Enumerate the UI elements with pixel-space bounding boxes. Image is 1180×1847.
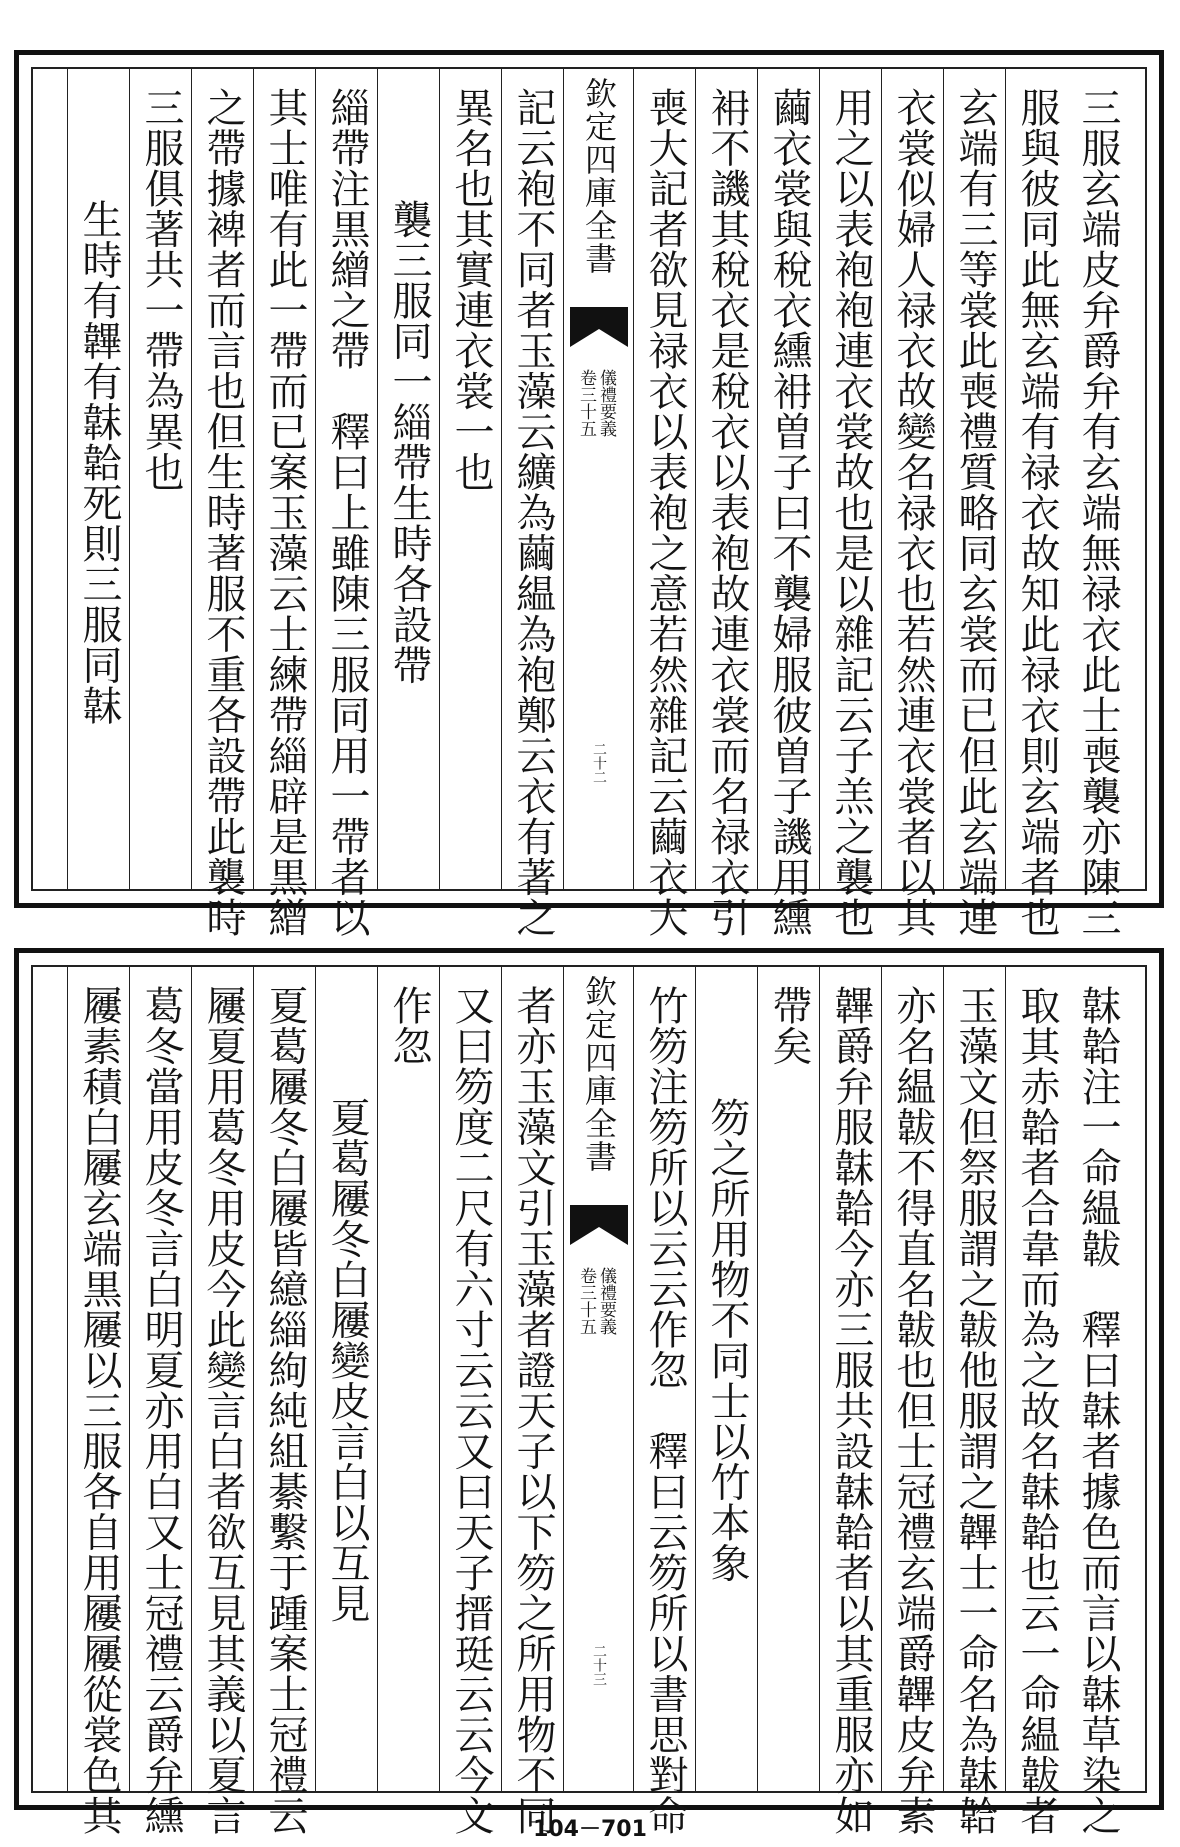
- column-text: 屨素積白屨玄端黒屨以三服各自用屨屨從裳色其: [76, 985, 122, 1836]
- column-text: 異名也其實連衣裳一也: [448, 87, 494, 492]
- text-column: [253, 967, 316, 1836]
- text-column: [819, 69, 882, 938]
- volume-label: 卷三十五: [576, 1267, 596, 1335]
- text-column: [1005, 69, 1068, 938]
- column-text: 衻不譏其稅衣是稅衣以表袍故連衣裳而名禄衣引: [704, 87, 750, 938]
- page-number: 104－701: [533, 1817, 647, 1842]
- column-text: 者亦玉藻文引玉藻者證天子以下笏之所用物不同: [510, 985, 556, 1836]
- column-text: 作忽: [386, 985, 432, 1066]
- volume-label: 卷三十五: [576, 369, 596, 437]
- text-column: [191, 69, 254, 938]
- top-page: [14, 50, 1164, 938]
- column-text: 生時有韠有韎韐死則三服同韎: [76, 199, 122, 726]
- center-fold: [563, 69, 634, 889]
- text-column: [501, 967, 564, 1836]
- text-column: [377, 69, 440, 889]
- text-column: [377, 967, 440, 1791]
- column-text: 韎韐注一命緼韍 釋曰韎者據色而言以韎草染之: [1075, 985, 1121, 1836]
- collection-title: 欽定四庫全書: [580, 77, 618, 275]
- column-text: 取其赤韐者合韋而為之故名韎韐也云一命緼韍者: [1014, 985, 1060, 1836]
- text-column: [819, 967, 882, 1836]
- leaf-number: 二十三: [591, 1644, 607, 1686]
- column-text: 葛冬當用皮冬言白明夏亦用白又士冠禮云爵弁纁: [138, 985, 184, 1836]
- column-text: 其士唯有此一帶而已案玉藻云士練帶緇辟是黒繒: [262, 87, 308, 938]
- column-text: 夏葛屨冬白屨變皮言白以互見: [324, 1097, 370, 1624]
- text-column: [253, 69, 316, 938]
- column-text: 玉藻文但祭服謂之韍他服謂之韠士一命名為韎韐: [952, 985, 998, 1836]
- column-text: 韠爵弁服韎韐今亦三服共設韎韐者以其重服亦如: [828, 985, 874, 1836]
- column-text: 服與彼同此無玄端有禄衣故知此禄衣則玄端者也: [1014, 87, 1060, 938]
- column-text: 記云袍不同者玉藻云纊為繭緼為袍鄭云衣有著之: [510, 87, 556, 938]
- column-text: 衣裳似婦人禄衣故變名禄衣也若然連衣裳者以其: [890, 87, 936, 938]
- text-column: [695, 69, 758, 938]
- column-text: 繭衣裳與稅衣纁衻曽子曰不襲婦服彼曽子譏用纁: [766, 87, 812, 938]
- book-title: 儀禮要義: [596, 369, 616, 437]
- column-text: 襲三服同一緇帶生時各設帶: [386, 199, 432, 685]
- column-text: 喪大記者欲見禄衣以表袍之意若然雜記云繭衣大: [642, 87, 688, 938]
- center-fold: [563, 967, 634, 1791]
- column-text: 三服俱著共一帶為異也: [138, 87, 184, 492]
- text-column: [129, 69, 192, 889]
- text-column: [439, 69, 502, 889]
- text-column: [501, 69, 564, 938]
- text-column: [67, 69, 130, 889]
- text-column: [943, 69, 1006, 938]
- text-column: [881, 967, 944, 1836]
- column-text: 笏之所用物不同士以竹本象: [704, 1097, 750, 1583]
- text-column: [757, 967, 820, 1791]
- text-column: [943, 967, 1006, 1836]
- text-column: [191, 967, 254, 1836]
- column-text: 夏葛屨冬白屨皆繶緇絇純組綦繫于踵案士冠禮云: [262, 985, 308, 1836]
- text-column: [1005, 967, 1068, 1836]
- column-text: 之帶據裨者而言也但生時著服不重各設帶此襲時: [200, 87, 246, 938]
- column-text: 竹笏注笏所以云云作忽 釋曰云笏所以書思對命: [642, 985, 688, 1836]
- text-column: [129, 967, 192, 1836]
- column-text: 玄端有三等裳此喪禮質略同玄裳而已但此玄端連: [952, 87, 998, 938]
- column-text: 用之以表袍袍連衣裳故也是以雜記云子羔之襲也: [828, 87, 874, 938]
- column-text: 屨夏用葛冬用皮今此變言白者欲互見其義以夏言: [200, 985, 246, 1836]
- book-title: 儀禮要義: [596, 1267, 616, 1335]
- column-text: 又曰笏度二尺有六寸云云又曰天子搢珽云云今文: [448, 985, 494, 1836]
- fish-tail-mark: [570, 1205, 628, 1245]
- text-column: [1067, 967, 1129, 1836]
- text-column: [1067, 69, 1129, 938]
- collection-title: 欽定四庫全書: [580, 975, 618, 1173]
- text-column: [439, 967, 502, 1836]
- text-column: [315, 967, 378, 1791]
- text-column: [315, 69, 378, 938]
- leaf-number: 二十二: [591, 742, 607, 784]
- fish-tail-mark: [570, 307, 628, 347]
- text-column: [695, 967, 758, 1791]
- text-column: [67, 967, 130, 1836]
- column-text: 亦名緼韍不得直名韍也但士冠禮玄端爵韠皮弁素: [890, 985, 936, 1836]
- column-text: 帶矣: [766, 985, 812, 1066]
- text-column: [757, 69, 820, 938]
- text-column: [633, 69, 696, 938]
- column-text: 緇帶注黒繒之帶 釋曰上雖陳三服同用一帶者以: [324, 87, 370, 938]
- text-column: [881, 69, 944, 938]
- text-column: [633, 967, 696, 1836]
- column-text: 三服玄端皮弁爵弁有玄端無禄衣此士喪襲亦陳三: [1075, 87, 1121, 938]
- top-page-frame: [31, 67, 1147, 938]
